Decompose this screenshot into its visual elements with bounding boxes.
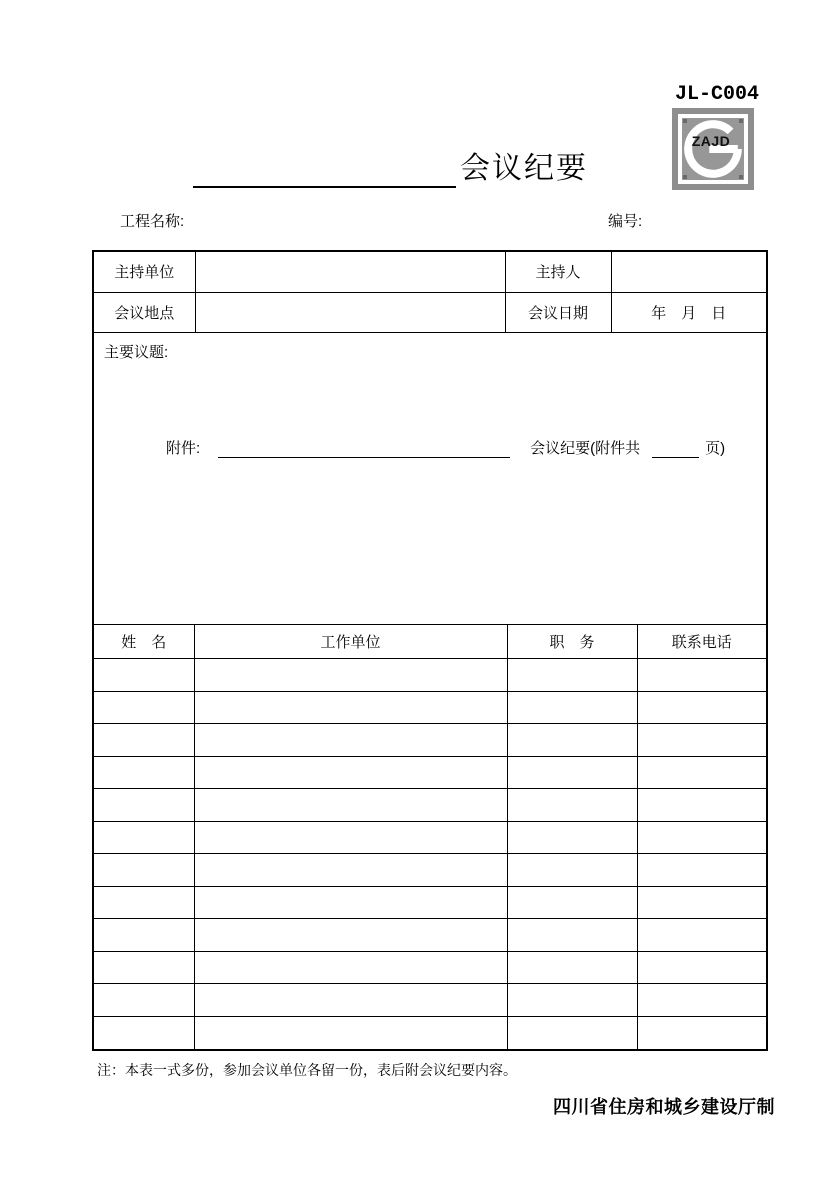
minutes-pages-label: 会议纪要(附件共	[530, 439, 641, 457]
attendee-input-cell[interactable]	[507, 951, 637, 984]
attendees-header-row	[94, 625, 766, 659]
attendee-input-cell[interactable]	[637, 724, 766, 757]
meeting-form-table	[92, 250, 768, 1051]
col-header-work-unit: 工作单位	[194, 625, 507, 659]
date-label: 会议日期	[505, 292, 611, 332]
attendee-input-cell[interactable]	[507, 756, 637, 789]
attendee-input-cell[interactable]	[194, 821, 507, 854]
table-row	[94, 854, 766, 887]
attachment-blank-underline[interactable]	[218, 438, 510, 458]
g-monogram-icon	[682, 118, 744, 180]
agency-logo	[672, 108, 754, 190]
attendee-input-cell[interactable]	[194, 886, 507, 919]
form-title-row	[193, 150, 588, 188]
host-unit-label: 主持单位	[94, 252, 195, 292]
attendee-input-cell[interactable]	[194, 724, 507, 757]
col-header-position: 职 务	[507, 625, 637, 659]
attendee-input-cell[interactable]	[507, 919, 637, 952]
logo-corner-mark	[739, 119, 743, 123]
table-row	[94, 984, 766, 1017]
project-name-label: 工程名称:	[120, 213, 185, 230]
table-row	[94, 756, 766, 789]
attendee-input-cell[interactable]	[507, 1016, 637, 1049]
form-number-label: 编号:	[608, 213, 643, 230]
page-title: 会议纪要	[460, 152, 588, 185]
logo-inner-ring	[678, 114, 748, 184]
table-row	[94, 1016, 766, 1049]
host-person-label: 主持人	[505, 252, 611, 292]
location-input[interactable]	[195, 292, 505, 332]
footer-note: 注：本表一式多份，参加会议单位各留一份，表后附会议纪要内容。	[97, 1062, 517, 1078]
attendee-input-cell[interactable]	[637, 984, 766, 1017]
attendee-input-cell[interactable]	[194, 756, 507, 789]
table-row	[94, 659, 766, 692]
attendee-input-cell[interactable]	[194, 984, 507, 1017]
attendee-input-cell[interactable]	[94, 789, 194, 822]
attendee-input-cell[interactable]	[194, 919, 507, 952]
main-topics-label: 主要议题:	[104, 343, 169, 361]
col-header-phone: 联系电话	[637, 625, 766, 659]
attendee-input-cell[interactable]	[637, 756, 766, 789]
info-table	[94, 252, 766, 624]
table-row	[94, 951, 766, 984]
host-person-input[interactable]	[611, 252, 766, 292]
attendee-input-cell[interactable]	[637, 919, 766, 952]
attendees-table	[94, 624, 766, 1049]
attendee-input-cell[interactable]	[94, 821, 194, 854]
table-row	[94, 332, 766, 624]
table-row	[94, 691, 766, 724]
table-row	[94, 252, 766, 292]
host-unit-input[interactable]	[195, 252, 505, 292]
table-row	[94, 919, 766, 952]
attendee-input-cell[interactable]	[507, 886, 637, 919]
attendee-input-cell[interactable]	[507, 789, 637, 822]
main-topics-cell[interactable]	[94, 332, 766, 624]
attendee-input-cell[interactable]	[637, 854, 766, 887]
issuing-authority: 四川省住房和城乡建设厅制	[553, 1097, 775, 1117]
table-row	[94, 292, 766, 332]
table-row	[94, 724, 766, 757]
attachment-row	[166, 437, 754, 458]
attendee-input-cell[interactable]	[637, 691, 766, 724]
logo-core	[682, 118, 744, 180]
logo-corner-mark	[683, 119, 687, 123]
attendee-input-cell[interactable]	[637, 1016, 766, 1049]
attendee-input-cell[interactable]	[507, 821, 637, 854]
attendee-input-cell[interactable]	[507, 724, 637, 757]
attendee-input-cell[interactable]	[507, 691, 637, 724]
attendee-input-cell[interactable]	[94, 951, 194, 984]
title-blank-underline[interactable]	[193, 154, 456, 188]
logo-corner-mark	[739, 175, 743, 179]
attachment-label: 附件:	[166, 439, 201, 457]
attendee-input-cell[interactable]	[94, 691, 194, 724]
attendee-input-cell[interactable]	[94, 724, 194, 757]
attendee-input-cell[interactable]	[94, 659, 194, 692]
attendee-input-cell[interactable]	[194, 789, 507, 822]
attendee-input-cell[interactable]	[637, 789, 766, 822]
attendee-input-cell[interactable]	[194, 659, 507, 692]
attendee-input-cell[interactable]	[637, 951, 766, 984]
attendee-input-cell[interactable]	[94, 919, 194, 952]
attendee-input-cell[interactable]	[194, 691, 507, 724]
attendee-input-cell[interactable]	[507, 659, 637, 692]
col-header-name: 姓 名	[94, 625, 194, 659]
attendee-input-cell[interactable]	[94, 756, 194, 789]
table-row	[94, 821, 766, 854]
form-code: JL-C004	[674, 83, 759, 106]
attendee-input-cell[interactable]	[637, 659, 766, 692]
attendee-input-cell[interactable]	[637, 886, 766, 919]
location-label: 会议地点	[94, 292, 195, 332]
attendee-input-cell[interactable]	[194, 951, 507, 984]
attendee-input-cell[interactable]	[507, 984, 637, 1017]
attendee-input-cell[interactable]	[94, 854, 194, 887]
attendee-input-cell[interactable]	[637, 821, 766, 854]
pages-unit-label: 页)	[705, 439, 726, 457]
logo-corner-mark	[683, 175, 687, 179]
attendee-input-cell[interactable]	[94, 984, 194, 1017]
attendee-input-cell[interactable]	[194, 854, 507, 887]
attendee-input-cell[interactable]	[507, 854, 637, 887]
pages-blank-underline[interactable]	[652, 438, 699, 458]
logo-label: ZAJD	[691, 133, 731, 149]
table-row	[94, 789, 766, 822]
table-row	[94, 886, 766, 919]
attendees-body	[94, 625, 766, 1049]
date-input[interactable]: 年 月 日	[611, 292, 766, 332]
attendee-input-cell[interactable]	[94, 1016, 194, 1049]
attendee-input-cell[interactable]	[94, 886, 194, 919]
attendee-input-cell[interactable]	[194, 1016, 507, 1049]
